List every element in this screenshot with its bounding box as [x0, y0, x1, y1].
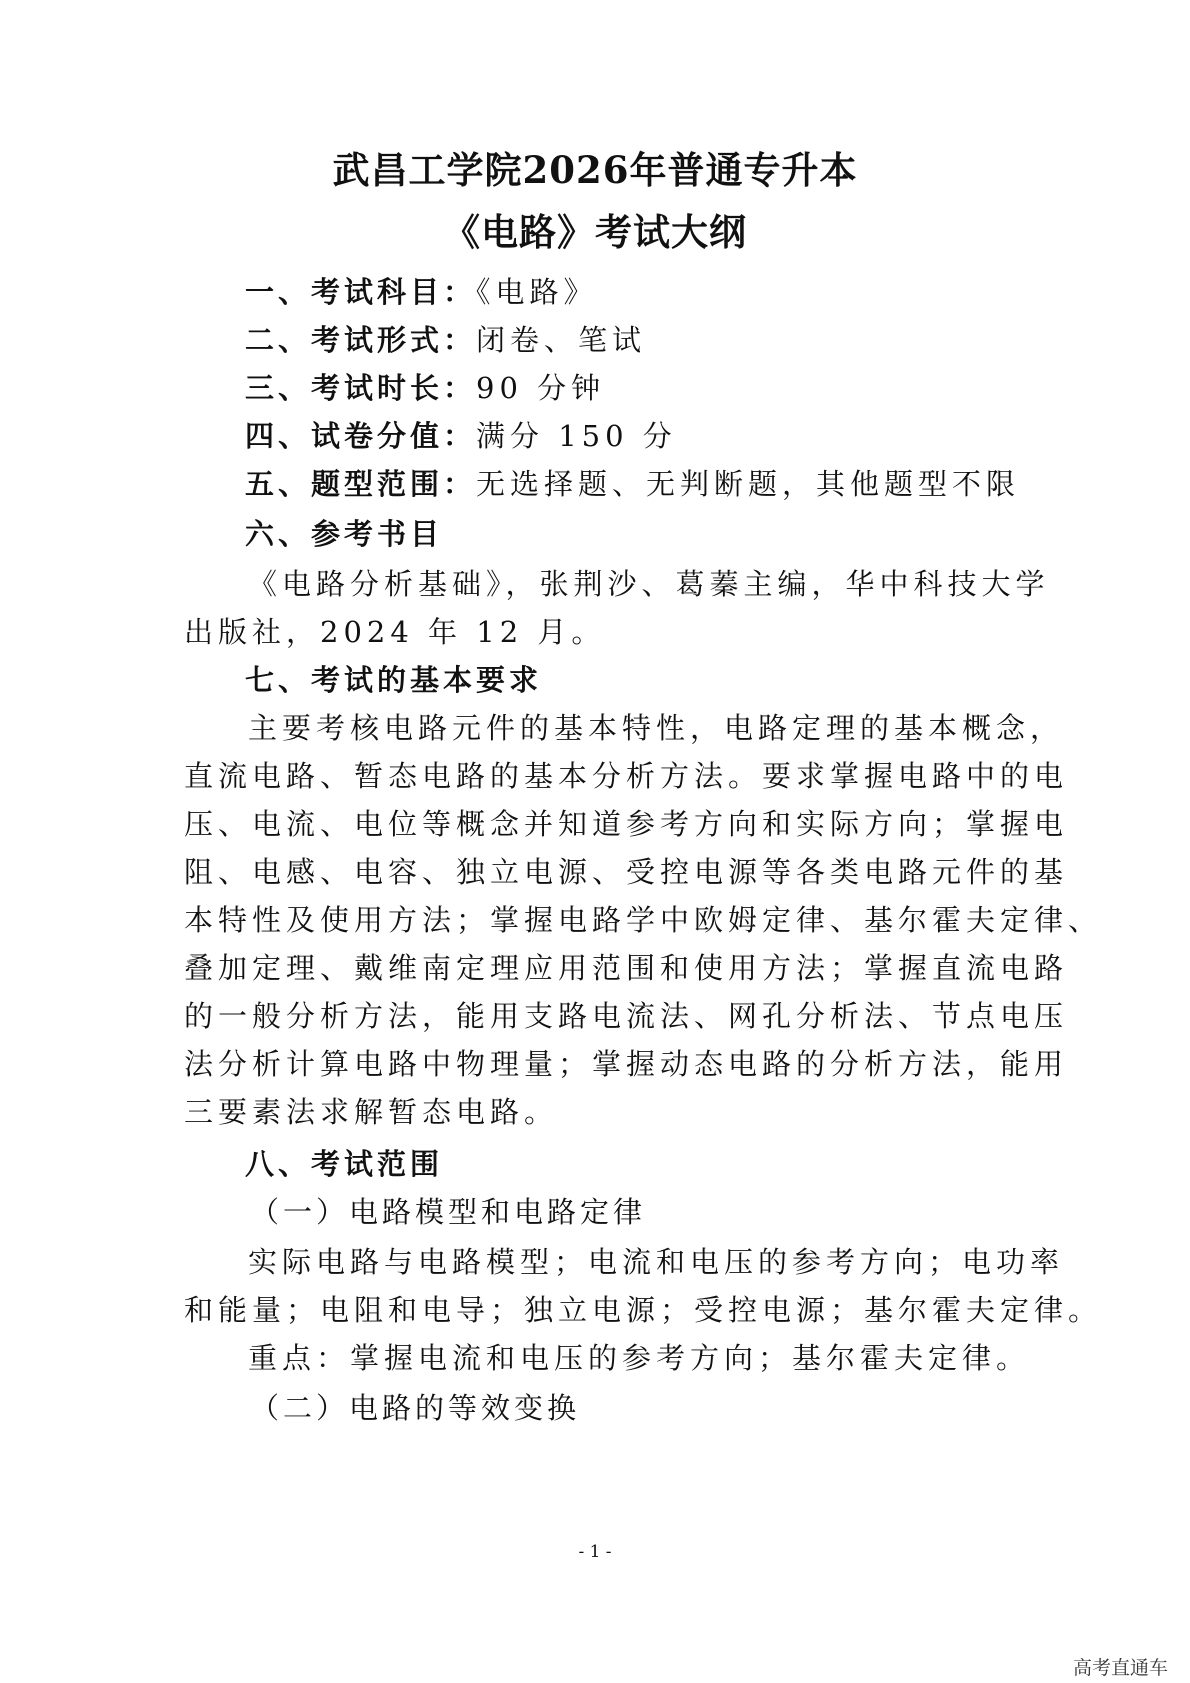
item-value: 闭卷、笔试 — [476, 323, 647, 357]
item-value: 90 分钟 — [476, 371, 606, 405]
paragraph-line: 和能量；电阻和电导；独立电源；受控电源；基尔霍夫定律。 — [184, 1293, 1103, 1327]
subsection-heading: （二）电路的等效变换 — [250, 1391, 581, 1425]
item-value: 《电路》 — [476, 275, 598, 309]
paragraph-line: 《电路分析基础》，张荆沙、葛蓁主编，华中科技大学 — [248, 567, 1050, 601]
item-key: 五、题型范围： — [245, 467, 477, 501]
paragraph-line: 三要素法求解暂态电路。 — [184, 1095, 559, 1129]
document-title-line1: 武昌工学院2026年普通专升本 — [332, 148, 858, 192]
item-exam-score — [245, 414, 1075, 455]
paragraph-line: 主要考核电路元件的基本特性，电路定理的基本概念， — [248, 711, 1065, 745]
subsection-heading: （一）电路模型和电路定律 — [250, 1195, 647, 1229]
paragraph-line: 实际电路与电路模型；电流和电压的参考方向；电功率 — [248, 1245, 1065, 1279]
item-exam-duration — [245, 366, 1075, 407]
section8-heading: 八、考试范围 — [245, 1147, 444, 1181]
section7-heading: 七、考试的基本要求 — [245, 663, 543, 697]
paragraph-line: 阻、电感、电容、独立电源、受控电源等各类电路元件的基 — [184, 855, 1069, 889]
item-exam-subject — [245, 270, 1075, 311]
item-value: 无选择题、无判断题，其他题型不限 — [476, 467, 1021, 501]
item-key: 四、试卷分值： — [245, 419, 477, 453]
section6-heading: 六、参考书目 — [245, 517, 444, 551]
item-question-types — [245, 462, 1075, 503]
paragraph-line: 出版社，2024 年 12 月。 — [184, 615, 606, 649]
paragraph-line: 直流电路、暂态电路的基本分析方法。要求掌握电路中的电 — [184, 759, 1069, 793]
item-key: 一、考试科目： — [245, 275, 477, 309]
paragraph-line: 法分析计算电路中物理量；掌握动态电路的分析方法，能用 — [184, 1047, 1069, 1081]
watermark: 高考直通车 — [1072, 1657, 1168, 1679]
page-number: - 1 - — [578, 1542, 612, 1562]
paragraph-line: 本特性及使用方法；掌握电路学中欧姆定律、基尔霍夫定律、 — [184, 903, 1103, 937]
item-key: 三、考试时长： — [245, 371, 477, 405]
paragraph-line: 叠加定理、戴维南定理应用范围和使用方法；掌握直流电路 — [184, 951, 1069, 985]
paragraph-line: 压、电流、电位等概念并知道参考方向和实际方向；掌握电 — [184, 807, 1069, 841]
key-point: 重点：掌握电流和电压的参考方向；基尔霍夫定律。 — [248, 1341, 1031, 1375]
item-key: 二、考试形式： — [245, 323, 477, 357]
item-value: 满分 150 分 — [476, 419, 677, 453]
paragraph-line: 的一般分析方法，能用支路电流法、网孔分析法、节点电压 — [184, 999, 1069, 1033]
item-exam-form — [245, 318, 1075, 359]
document-title-line2: 《电路》考试大纲 — [443, 210, 747, 254]
